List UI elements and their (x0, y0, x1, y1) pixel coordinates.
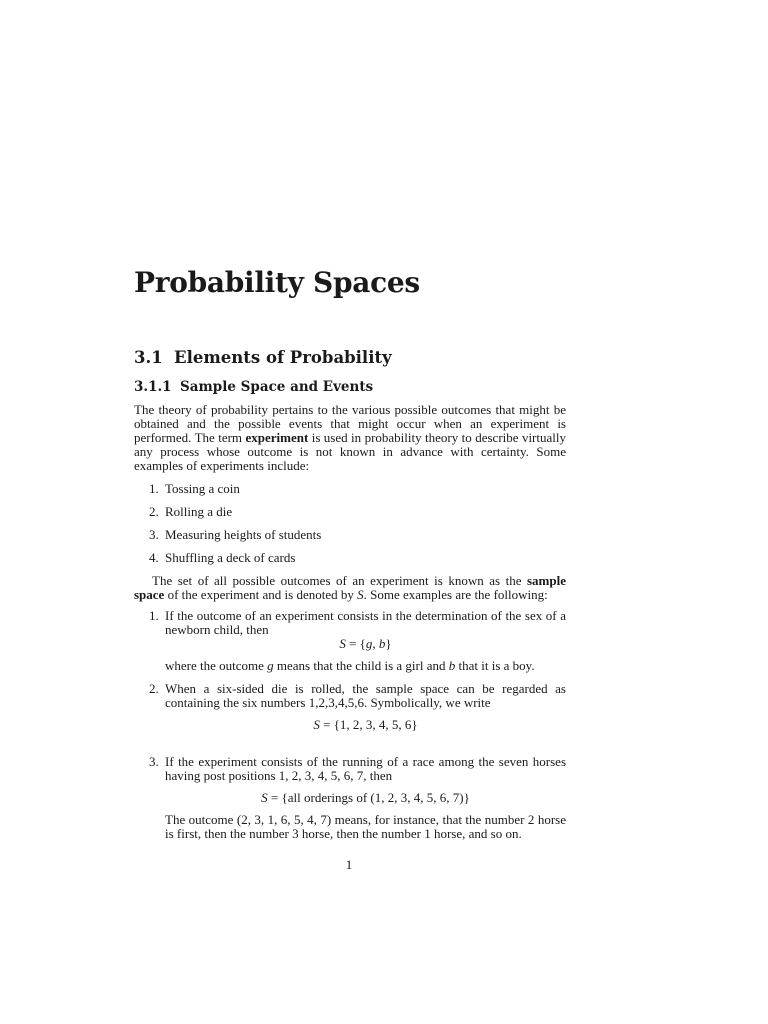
sample-space-text-1: The set of all possible outcomes of an experiment is known as the (152, 573, 527, 588)
list-item (134, 682, 566, 732)
example-text: If the experiment consists of the running of a race among the seven horses having post positions 1, 2, 3, 4, 5, 6, 7, then (165, 754, 566, 783)
section-number: 3.1 (134, 348, 163, 367)
variable-g: g (267, 658, 274, 673)
sample-space-paragraph (134, 574, 566, 602)
term-sample-space: sample space (134, 573, 566, 602)
list-number: 1. (149, 481, 159, 496)
example-followup (165, 659, 566, 673)
variable-b: b (448, 658, 456, 673)
list-item-text: Rolling a die (165, 504, 233, 519)
page-number: 1 (345, 857, 353, 872)
example-text: When a six-sided die is rolled, the sample space can be regarded as containing the six numbers 1,2,3,4,5,6. Symbolically, we write (165, 681, 566, 710)
chapter-title: Probability Spaces (134, 266, 420, 299)
list-number: 4. (149, 550, 159, 565)
sample-space-text-2: of the experiment and is denoted by (164, 587, 358, 602)
list-item (134, 528, 566, 542)
symbol-s: S (357, 587, 364, 602)
list-number: 2. (149, 504, 159, 519)
subsection-heading (134, 379, 373, 395)
list-number: 3. (149, 754, 159, 769)
list-item (134, 755, 566, 841)
list-item (134, 505, 566, 519)
subsection-number: 3.1.1 (134, 379, 172, 395)
equation: S = {1, 2, 3, 4, 5, 6} (313, 717, 418, 732)
list-item (134, 609, 566, 673)
body-text (134, 403, 566, 841)
experiment-list (134, 482, 566, 565)
list-item-text: Tossing a coin (165, 481, 240, 496)
list-number: 2. (149, 681, 159, 696)
example-list (134, 609, 566, 841)
example-followup: The outcome (2, 3, 1, 6, 5, 4, 7) means, for instance, that the number 2 horse is first, then the number 3 horse, then the number 1 horse, and so on. (165, 812, 566, 841)
followup-text: that it is a boy. (455, 658, 535, 673)
followup-text: where the outcome (165, 658, 268, 673)
list-number: 1. (149, 608, 159, 623)
term-experiment: experiment (245, 430, 309, 445)
list-number: 3. (149, 527, 159, 542)
equation: S = {g, b} (339, 636, 392, 651)
section-heading (134, 348, 392, 367)
intro-text-1: The theory of probability pertains to the various possible outcomes that might be obtained and the possible events that might occur when an experiment is performed. The term (134, 402, 566, 445)
list-item (134, 551, 566, 565)
followup-text: means that the child is a girl and (273, 658, 449, 673)
intro-paragraph (134, 403, 566, 473)
intro-text-2: is used in probability theory to describe virtually any process whose outcome is not known in advance with certainty. Some examples of experiments include: (134, 430, 566, 473)
example-text: If the outcome of an experiment consists in the determination of the sex of a newborn child, then (165, 608, 566, 637)
subsection-title: Sample Space and Events (180, 379, 374, 395)
section-title: Elements of Probability (174, 348, 392, 367)
equation: S = {all orderings of (1, 2, 3, 4, 5, 6, 7)} (261, 790, 470, 805)
list-item-text: Shuffling a deck of cards (165, 550, 296, 565)
sample-space-text-3: . Some examples are the following: (363, 587, 548, 602)
list-item-text: Measuring heights of students (165, 527, 322, 542)
list-item (134, 482, 566, 496)
